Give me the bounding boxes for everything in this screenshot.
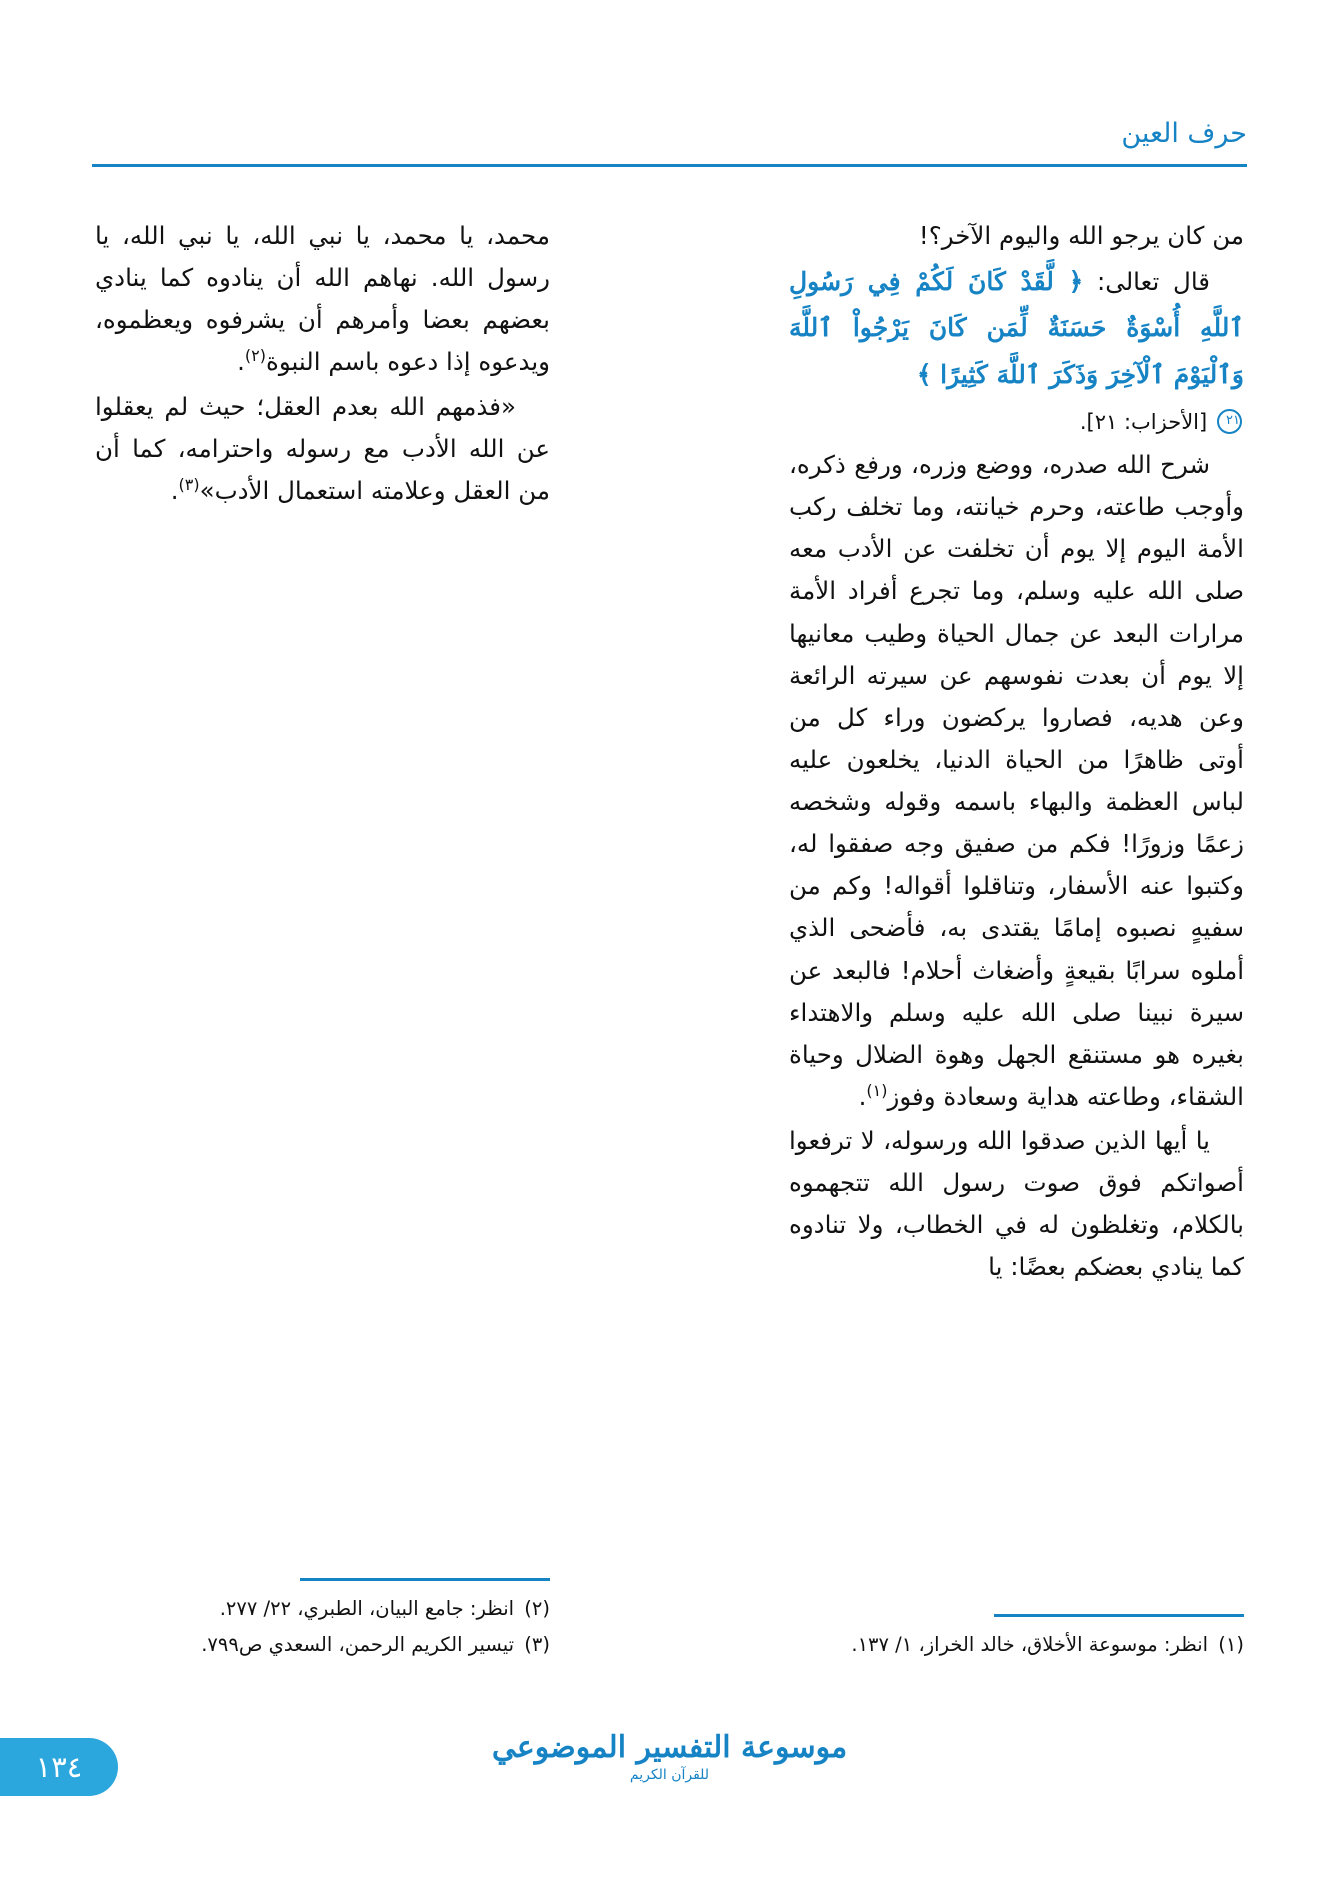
footnote-text: تيسير الكريم الرحمن، السعدي ص٧٩٩.: [201, 1632, 515, 1656]
header-title: حرف العين: [1121, 118, 1247, 149]
paragraph-left-1: [95, 215, 550, 384]
paragraph-question: من كان يرجو الله واليوم الآخر؟!: [918, 221, 1244, 250]
left-body-1-text: محمد، يا محمد، يا نبي الله، يا نبي الله، يا رسول الله. نهاهم الله أن ينادوه كما ينادي بعضهم بعضا وأمرهم أن يشرفوه ويعظموه، ويدعوه إذا دعوه باسم النبوة: [95, 221, 550, 377]
footnotes-left: [95, 1578, 550, 1665]
paragraph-left-2: [95, 386, 550, 512]
footnote-item: [95, 1629, 550, 1661]
left-body-2-text: «فذمهم الله بعدم العقل؛ حيث لم يعقلوا عن الله الأدب مع رسوله واحترامه، كما أن من العقل وعلامته استعمال الأدب»: [95, 391, 550, 505]
column-right: [789, 215, 1244, 1291]
left-body-2-end: .: [170, 475, 179, 505]
footnote-ref-1[interactable]: (١): [866, 1080, 888, 1100]
logo-main-text: موسوعة التفسير الموضوعي: [491, 1730, 848, 1765]
footnote-ref-3[interactable]: (٣): [178, 474, 200, 494]
paragraph-body-2: يا أيها الذين صدقوا الله ورسوله، لا ترفعوا أصواتكم فوق صوت رسول الله تتجهموه بالكلام، وتغلظون له في الخطاب، ولا تنادوه كما ينادي بعضكم بعضًا: يا: [789, 1126, 1244, 1282]
header-divider: [92, 164, 1247, 167]
qala-taala-label: قال تعالى:: [1097, 267, 1210, 297]
footnote-ref-2[interactable]: (٢): [244, 346, 266, 366]
body-1-end: .: [858, 1081, 867, 1111]
page-footer: [0, 1730, 1339, 1820]
footnote-divider-left: [300, 1578, 550, 1581]
footnote-text: انظر: جامع البيان، الطبري، ٢٢/ ٢٧٧.: [219, 1596, 515, 1620]
column-left: [95, 215, 550, 514]
page-header: [92, 118, 1247, 166]
page-number-badge: ١٣٤: [0, 1738, 118, 1796]
aya-number: ٢١: [1217, 409, 1242, 434]
footnotes-right: [789, 1614, 1244, 1665]
footnote-item: [789, 1629, 1244, 1661]
footnote-text: انظر: موسوعة الأخلاق، خالد الخراز، ١/ ١٣٧.: [851, 1632, 1209, 1656]
footnote-divider-right: [994, 1614, 1244, 1617]
paragraph-qala-taala: [789, 259, 1244, 398]
quran-verse: ﴿ لَّقَدْ كَانَ لَكُمْ فِي رَسُولِ ٱللَّهِ أُسْوَةٌ حَسَنَةٌ لِّمَن كَانَ يَرْجُواْ ٱللَّهَ وَٱلْيَوْمَ ٱلْآخِرَ وَذَكَرَ ٱللَّهَ كَثِيرًا ﴾: [789, 267, 1244, 389]
logo-sub-text: للقرآن الكريم: [629, 1767, 710, 1783]
body-1-text: شرح الله صدره، ووضع وزره، ورفع ذكره، وأوجب طاعته، وحرم خيانته، وما تخلف ركب الأمة اليوم إلا يوم أن تخلفت عن الأدب معه صلى الله عليه وسلم، وما تجرع أفراد الأمة مرارات البعد عن جمال الحياة وطيب معانيها إلا يوم أن بعدت نفوسهم عن سيرته الرائعة وعن هديه، فصاروا يركضون وراء كل من أوتى ظاهرًا من الحياة الدنيا، يخلعون عليه لباس العظمة والبهاء باسمه وقوله وشخصه زعمًا وزورًا! فكم من صفيق وجه صفقوا له، وكتبوا عنه الأسفار، وتناقلوا أقواله! وكم من سفيهٍ نصبوه إمامًا يقتدى به، فأضحى الذي أملوه سرابًا بقيعةٍ وأضغاث أحلام! فالبعد عن سيرة نبينا صلى الله عليه وسلم والاهتداء بغيره هو مستنقع الجهل وهوة الضلال وحياة الشقاء، وطاعته هداية وسعادة وفوز: [789, 450, 1244, 1111]
verse-reference-line: [789, 400, 1244, 442]
verse-reference: [الأحزاب: ٢١].: [1079, 409, 1208, 434]
footnote-number: (١): [1218, 1632, 1244, 1656]
footnote-item: [95, 1593, 550, 1625]
footnote-number: (٢): [524, 1596, 550, 1620]
left-body-1-end: .: [237, 347, 245, 377]
publisher-logo: [492, 1730, 847, 1783]
paragraph-body-1: [789, 444, 1244, 1118]
footnote-number: (٣): [524, 1632, 550, 1656]
